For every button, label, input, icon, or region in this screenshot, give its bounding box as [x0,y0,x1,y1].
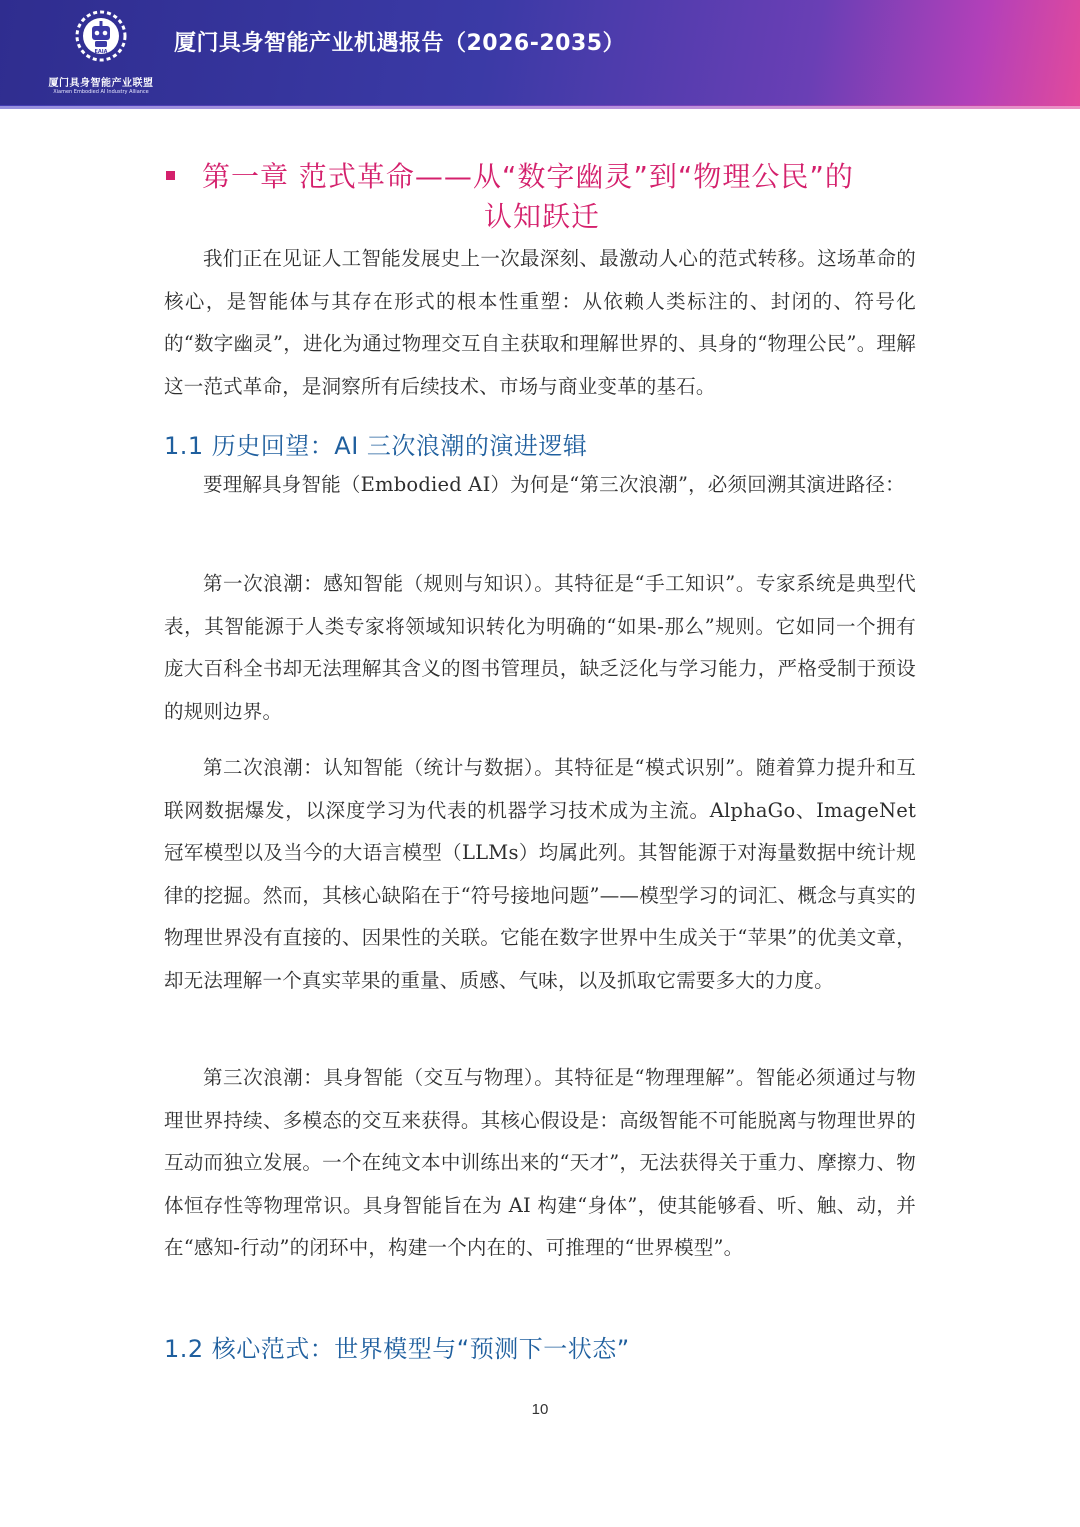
robot-logo-icon [73,8,129,64]
report-title: 厦门具身智能产业机遇报告（2026-2035） [174,31,626,56]
page-number: 10 [531,1401,549,1418]
section-heading-1-1: 1.1 历史回望：AI 三次浪潮的演进逻辑 [164,432,588,460]
section-heading-1-2: 1.2 核心范式：世界模型与“预测下一状态” [164,1335,630,1363]
alliance-logo [46,6,156,102]
wave-2-paragraph: 第二次浪潮：认知智能（统计与数据）。其特征是“模式识别”。随着算力提升和互联网数据爆发，以深度学习为代表的机器学习技术成为主流。AlphaGo、ImageNet 冠军模型以及当今的大语言模型（LLMs）均属此列。其智能源于对海量数据中统计规律的挖掘。然而，其核心缺陷在于“符号接地问题”——模型学习的词汇、概念与真实的物理世界没有直接的、因果性的关联。它能在数字世界中生成关于“苹果”的优美文章，却无法理解一个真实苹果的重量、质感、气味，以及抓取它需要多大的力度。 [164,756,916,992]
logo-name-cn: 厦门具身智能产业联盟 [48,78,154,89]
header-banner [0,0,1080,106]
wave-1-paragraph: 第一次浪潮：感知智能（规则与知识）。其特征是“手工知识”。专家系统是典型代表，其智能源于人类专家将领域知识转化为明确的“如果-那么”规则。它如同一个拥有庞大百科全书却无法理解其含义的图书管理员，缺乏泛化与学习能力，严格受制于预设的规则边界。 [164,572,916,723]
chapter-bullet-icon [166,171,175,180]
wave-3-paragraph: 第三次浪潮：具身智能（交互与物理）。其特征是“物理理解”。智能必须通过与物理世界持续、多模态的交互来获得。其核心假设是：高级智能不可能脱离与物理世界的互动而独立发展。一个在纯文本中训练出来的“天才”，无法获得关于重力、摩擦力、物体恒存性等物理常识。具身智能旨在为 AI 构建“身体”，使其能够看、听、触、动，并在“感知-行动”的闭环中，构建一个内在的、可推理的“世界模型”。 [164,1066,916,1260]
chapter-title-line2: 认知跃迁 [483,200,600,233]
chapter-title-line1: 第一章 范式革命——从“数字幽灵”到“物理公民”的 [202,160,854,193]
logo-mark-text: EAIA [94,49,108,55]
intro-paragraph: 我们正在见证人工智能发展史上一次最深刻、最激动人心的范式转移。这场革命的核心，是智能体与其存在形式的根本性重塑：从依赖人类标注的、封闭的、符号化的“数字幽灵”，进化为通过物理交互自主获取和理解世界的、具身的“物理公民”。理解这一范式革命，是洞察所有后续技术、市场与商业变革的基石。 [164,247,916,398]
logo-name-en: Xiamen Embodied AI Industry Alliance [53,89,149,95]
section-1-1-intro-paragraph: 要理解具身智能（Embodied AI）为何是“第三次浪潮”，必须回溯其演进路径： [203,473,905,496]
